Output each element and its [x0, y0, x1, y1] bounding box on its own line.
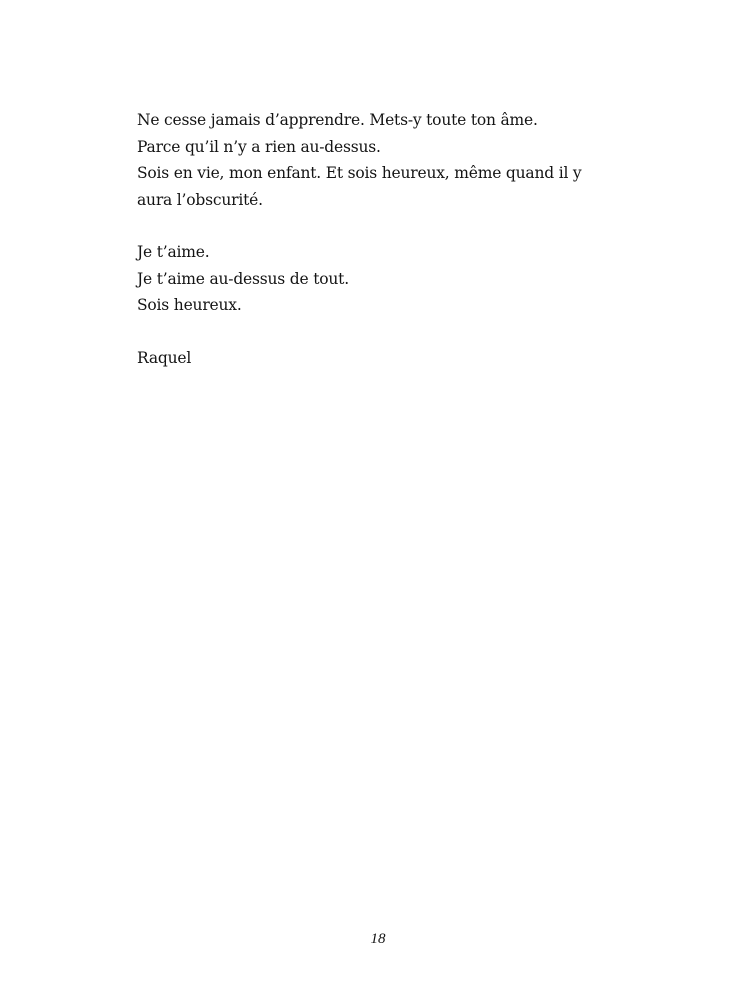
- text-line: Je t’aime.: [137, 243, 210, 261]
- text-line: Sois en vie, mon enfant. Et sois heureux, même quand il y: [137, 164, 582, 182]
- text-line: aura l’obscurité.: [137, 190, 263, 209]
- paragraph-2: [137, 239, 627, 319]
- text-line: Sois heureux.: [137, 296, 242, 314]
- text-line: Ne cesse jamais d’apprendre. Mets-y toute ton âme.: [137, 111, 538, 129]
- text-line: Parce qu’il n’y a rien au-dessus.: [137, 137, 381, 156]
- signature: Raquel: [137, 348, 192, 367]
- letter-body: [137, 107, 627, 371]
- paragraph-1: [137, 107, 627, 213]
- page-number: 18: [370, 931, 386, 947]
- text-line: Je t’aime au-dessus de tout.: [137, 269, 349, 288]
